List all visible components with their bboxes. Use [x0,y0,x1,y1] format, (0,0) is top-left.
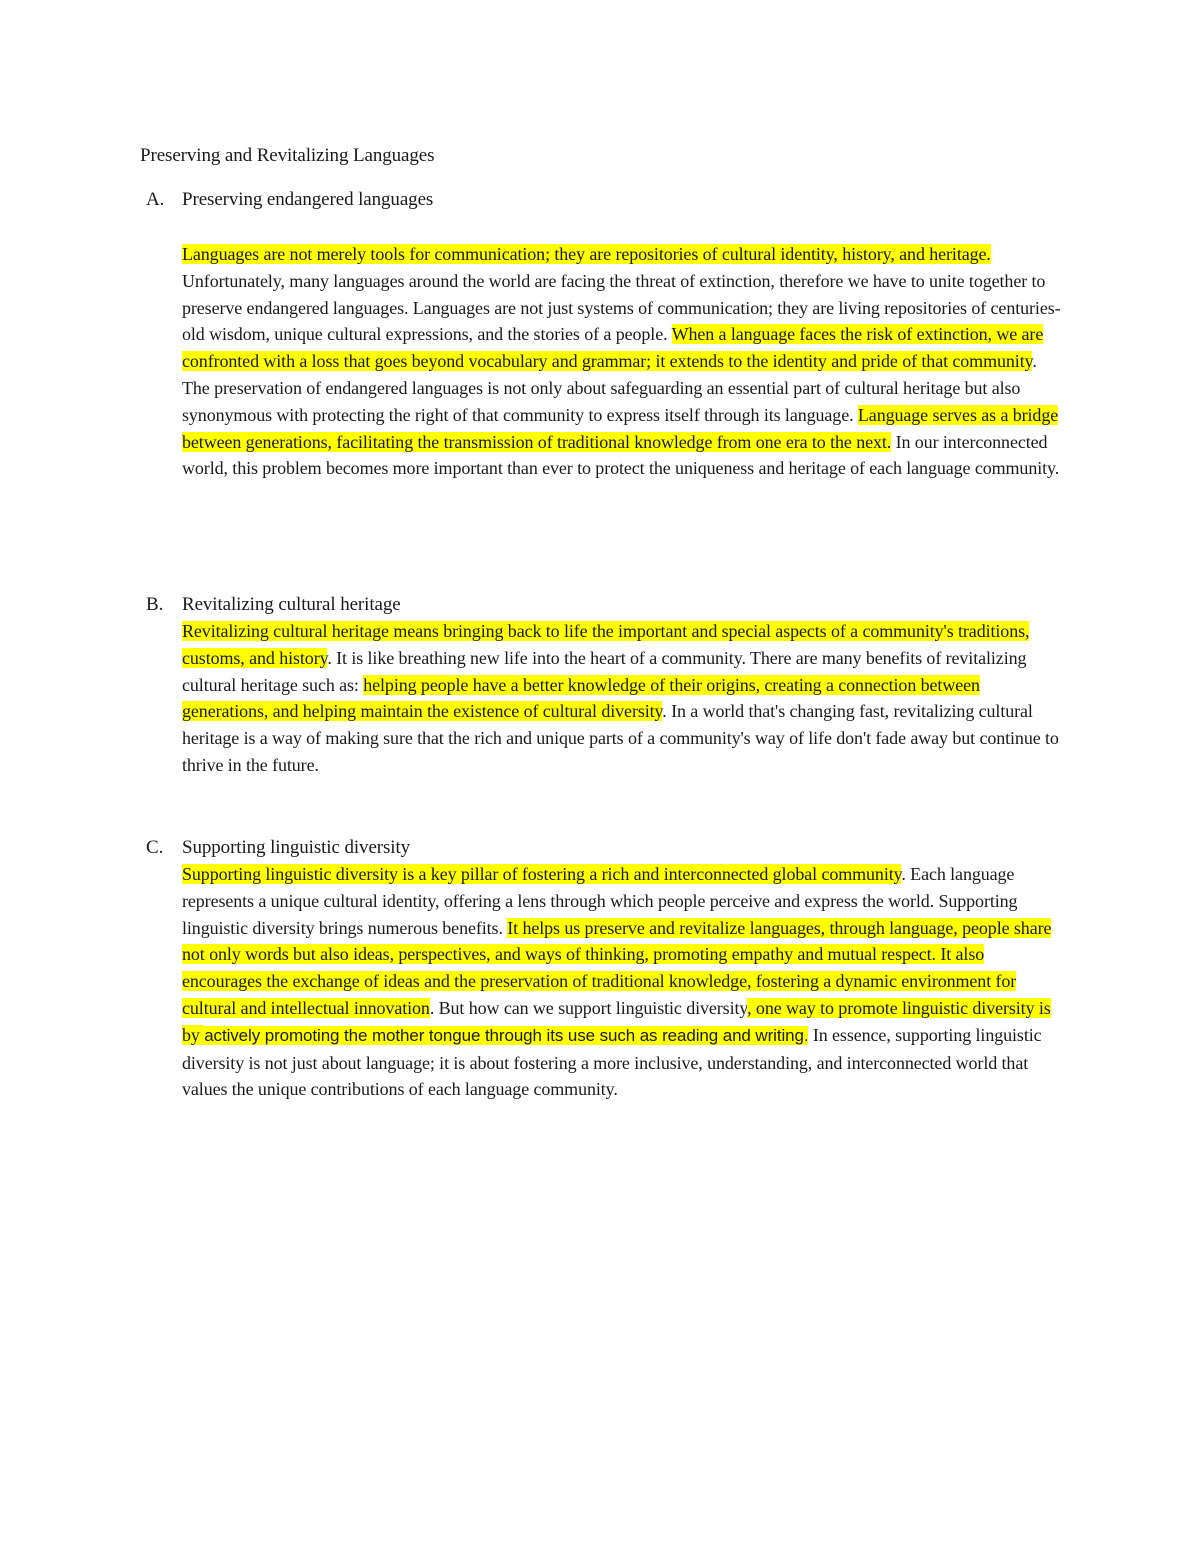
document-title: Preserving and Revitalizing Languages [140,145,435,166]
text-run: Unfortunately, many languages around the world are facing the threat of extinction, therefore we have to unite together to preserve endangered languages. Languages are not just systems of communication; they are living repositories of centuries-old wisdom, unique cultural expressions, and the stories of a people. [182,270,1061,345]
text-run: . It is like breathing new life into the heart of a community. There are many benefits of revitalizing cultural heritage such as: [182,647,1027,695]
text-run-highlighted: It helps us preserve and revitalize languages, through language, people share not only words but also ideas, perspectives, and ways of thinking, promoting empathy and mutual respect. It also encourages the exchange of ideas and the preservation of traditional knowledge, fostering a dynamic environment for cultural and intellectual innovation [182,917,1052,1018]
text-run-highlighted-sans: actively promoting the mother tongue through its use such as reading and writing. [204,1025,809,1045]
section-revitalizing-cultural-heritage [0,592,1200,779]
text-run: In essence, supporting linguistic diversity is not just about language; it is about fostering a more inclusive, understanding, and interconnected world that values the unique contributions of each language community. [182,1024,1042,1100]
text-run-highlighted: , one way to promote linguistic diversity is by [182,997,1051,1045]
section-supporting-linguistic-diversity [0,835,1200,1103]
section-preserving-endangered-languages [0,187,1200,482]
section-paragraph [182,618,1062,779]
section-title: Supporting linguistic diversity [182,837,411,858]
section-title: Revitalizing cultural heritage [182,594,401,615]
text-run: . In a world that's changing fast, revitalizing cultural heritage is a way of making sure that the rich and unique parts of a community's way of life don't fade away but continue to thrive in the future. [182,701,1059,775]
text-run-highlighted: Revitalizing cultural heritage means bringing back to life the important and special aspects of a community's traditions, customs, and history [182,621,1030,668]
section-heading [0,187,1200,213]
section-paragraph [182,241,1062,482]
text-run: . But how can we support linguistic diversity [429,997,748,1018]
section-paragraph [182,861,1062,1103]
text-run: In our interconnected world, this problem becomes more important than ever to protect the uniqueness and heritage of each language community. [182,431,1060,479]
text-run: . Each language represents a unique cultural identity, offering a lens through which people perceive and express the world. Supporting linguistic diversity brings numerous benefits. [182,864,1018,938]
text-run-highlighted: Languages are not merely tools for communication; they are repositories of cultural identity, history, and heritage. [182,244,991,264]
text-run-highlighted: Language serves as a bridge between generations, facilitating the transmission of traditional knowledge from one era to the next. [182,404,1059,452]
section-heading [0,835,1200,861]
text-run-highlighted: Supporting linguistic diversity is a key pillar of fostering a rich and interconnected global community [182,864,902,884]
section-letter: C. [146,837,164,858]
section-letter: A. [146,189,165,210]
section-heading [0,592,1200,618]
section-letter: B. [146,594,164,615]
text-run-highlighted: helping people have a better knowledge of their origins, creating a connection between generations, and helping maintain the existence of cultural diversity [182,674,980,722]
section-title: Preserving endangered languages [182,189,434,210]
text-run-highlighted: When a language faces the risk of extinction, we are confronted with a loss that goes beyond vocabulary and grammar; it extends to the identity and pride of that community [182,324,1044,372]
text-run: . The preservation of endangered languages is not only about safeguarding an essential part of cultural heritage but also synonymous with protecting the right of that community to express itself through its language. [182,351,1037,425]
